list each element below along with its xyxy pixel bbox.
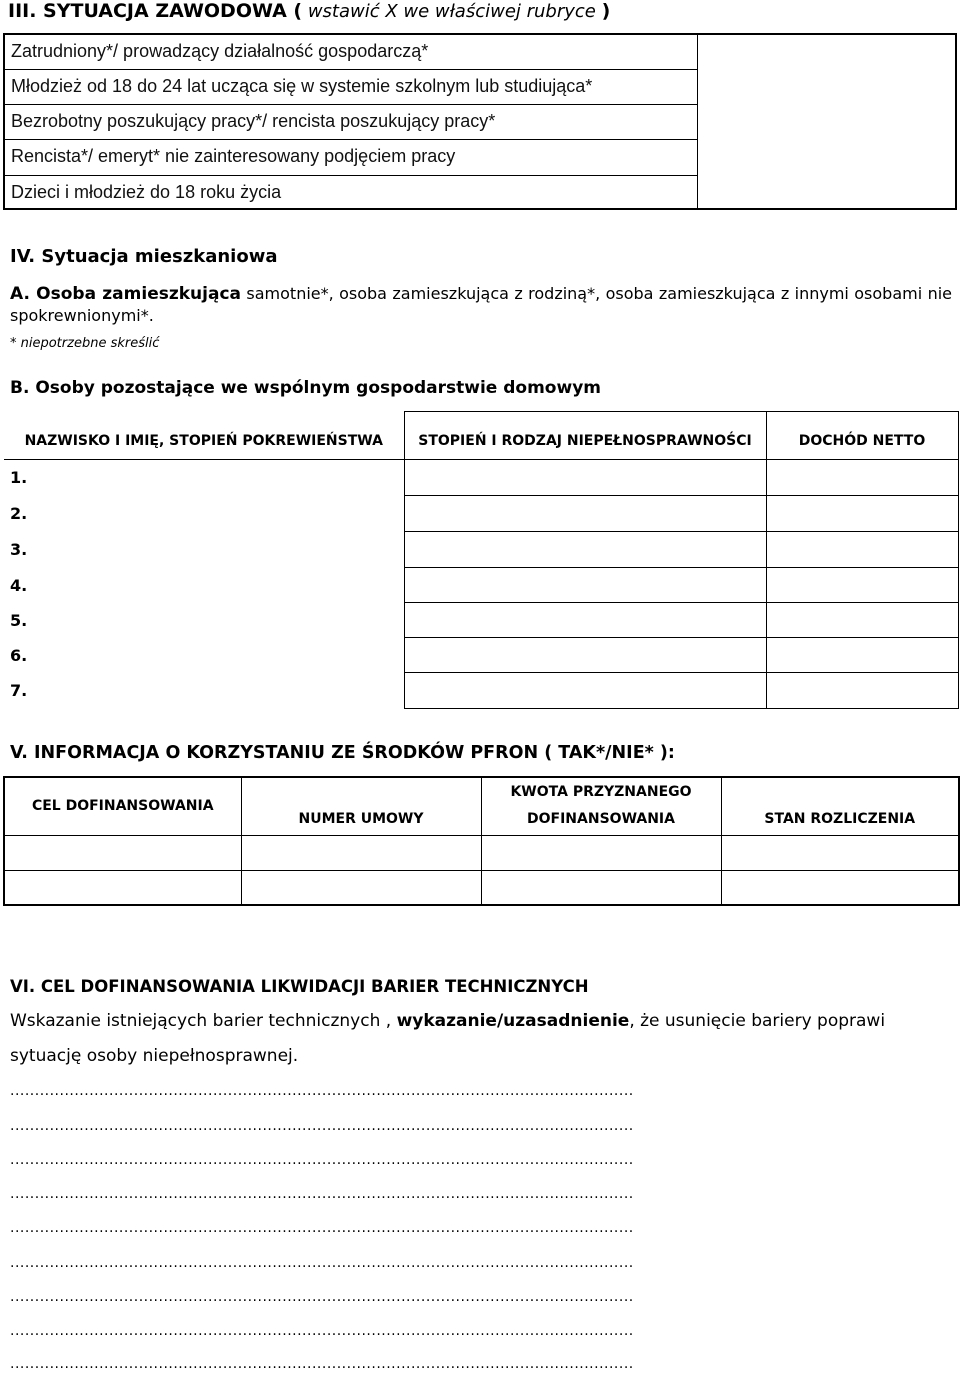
disability-cell[interactable]	[404, 496, 766, 532]
employment-option-row[interactable]: Zatrudniony*/ prowadzący działalność gospodarczą*	[5, 35, 697, 70]
status-cell[interactable]	[721, 870, 959, 905]
row-number: 2.	[10, 504, 28, 523]
answer-line[interactable]: ..............................................................................................................................	[10, 1083, 634, 1099]
goal-cell[interactable]	[4, 835, 241, 870]
header-net-income: DOCHÓD NETTO	[766, 412, 958, 460]
row-number: 4.	[10, 575, 28, 595]
barriers-instruction-text: Wskazanie istniejących barier technicznych ,	[10, 1011, 397, 1031]
barriers-instruction	[10, 1011, 955, 1031]
row-number: 1.	[4, 460, 404, 496]
section-4-title: IV. Sytuacja mieszkaniowa	[10, 246, 278, 267]
housing-part-a	[10, 283, 952, 327]
amount-cell[interactable]	[481, 870, 721, 905]
household-members-table	[4, 411, 959, 709]
income-cell[interactable]	[766, 603, 958, 638]
section-3-hint: wstawić X we właściwej rubryce	[302, 1, 602, 22]
row-number: 5.	[10, 610, 28, 630]
answer-line[interactable]: ..............................................................................................................................	[10, 1118, 634, 1134]
row-number: 3.	[10, 540, 28, 559]
section-5-title: V. INFORMACJA O KORZYSTANIU ZE ŚRODKÓW PFRON ( TAK*/NIE* ):	[10, 743, 675, 763]
row-number: 7.	[4, 673, 404, 709]
answer-line[interactable]: ..............................................................................................................................	[10, 1323, 634, 1339]
income-cell[interactable]	[766, 460, 958, 496]
answer-line[interactable]: ..............................................................................................................................	[10, 1186, 634, 1202]
header-granted-amount	[481, 777, 721, 835]
amount-cell[interactable]	[481, 835, 721, 870]
section-3-heading-end: )	[601, 0, 611, 22]
disability-cell[interactable]	[404, 603, 766, 638]
employment-option-row[interactable]: Młodzież od 18 do 24 lat ucząca się w systemie szkolnym lub studiująca*	[5, 70, 697, 105]
answer-line[interactable]: ..............................................................................................................................	[10, 1220, 634, 1236]
income-cell[interactable]	[766, 496, 958, 532]
header-disability: STOPIEŃ I RODZAJ NIEPEŁNOSPRAWNOŚCI	[404, 412, 766, 460]
disability-cell[interactable]	[404, 460, 766, 496]
pfron-funding-table	[3, 776, 960, 906]
disability-cell[interactable]	[404, 532, 766, 568]
header-settlement-status: STAN ROZLICZENIA	[721, 777, 959, 835]
income-cell[interactable]	[766, 673, 958, 709]
employment-status-box	[3, 33, 957, 210]
header-contract-number: NUMER UMOWY	[241, 777, 481, 835]
header-funding-goal: CEL DOFINANSOWANIA	[4, 777, 241, 835]
income-cell[interactable]	[766, 568, 958, 603]
status-cell[interactable]	[721, 835, 959, 870]
checkbox-column-divider	[697, 35, 698, 208]
section-3-title	[8, 0, 610, 22]
employment-option-row[interactable]: Dzieci i młodzież do 18 roku życia	[11, 182, 282, 202]
goal-cell[interactable]	[4, 870, 241, 905]
section-6-title: VI. CEL DOFINANSOWANIA LIKWIDACJI BARIER TECHNICZNYCH	[10, 977, 589, 996]
answer-line[interactable]: ..............................................................................................................................	[10, 1289, 634, 1305]
barriers-instruction-line2: sytuację osoby niepełnosprawnej.	[10, 1046, 299, 1066]
employment-option-row[interactable]: Rencista*/ emeryt* nie zainteresowany podjęciem pracy	[5, 140, 697, 176]
income-cell[interactable]	[766, 532, 958, 568]
contract-cell[interactable]	[241, 835, 481, 870]
disability-cell[interactable]	[404, 673, 766, 709]
barriers-instruction-bold: wykazanie/uzasadnienie	[396, 1011, 630, 1031]
answer-line[interactable]: ..............................................................................................................................	[10, 1152, 634, 1168]
header-granted-amount-line2: DOFINANSOWANIA	[527, 811, 675, 828]
housing-part-a-label: A. Osoba zamieszkująca	[10, 284, 241, 304]
section-3-heading: III. SYTUACJA ZAWODOWA (	[8, 0, 303, 22]
barriers-instruction-end: , że usunięcie bariery poprawi	[629, 1011, 886, 1031]
contract-cell[interactable]	[241, 870, 481, 905]
answer-line[interactable]: ..............................................................................................................................	[10, 1255, 634, 1271]
header-name-relation: NAZWISKO I IMIĘ, STOPIEŃ POKREWIEŃSTWA	[4, 412, 404, 460]
answer-line[interactable]: ..............................................................................................................................	[10, 1356, 634, 1372]
disability-cell[interactable]	[404, 638, 766, 673]
housing-part-a-text: samotnie*, osoba zamieszkująca z rodziną*, osoba zamieszkująca z innymi osobami nie spokrewnionymi*.	[10, 284, 952, 325]
row-number: 6.	[10, 645, 28, 665]
household-members-title: B. Osoby pozostające we wspólnym gospodarstwie domowym	[10, 378, 601, 398]
header-granted-amount-line1: KWOTA PRZYZNANEGO	[510, 784, 692, 801]
strike-out-note: * niepotrzebne skreślić	[10, 336, 160, 351]
income-cell[interactable]	[766, 638, 958, 673]
disability-cell[interactable]	[404, 568, 766, 603]
employment-option-row[interactable]: Bezrobotny poszukujący pracy*/ rencista poszukujący pracy*	[5, 105, 697, 140]
